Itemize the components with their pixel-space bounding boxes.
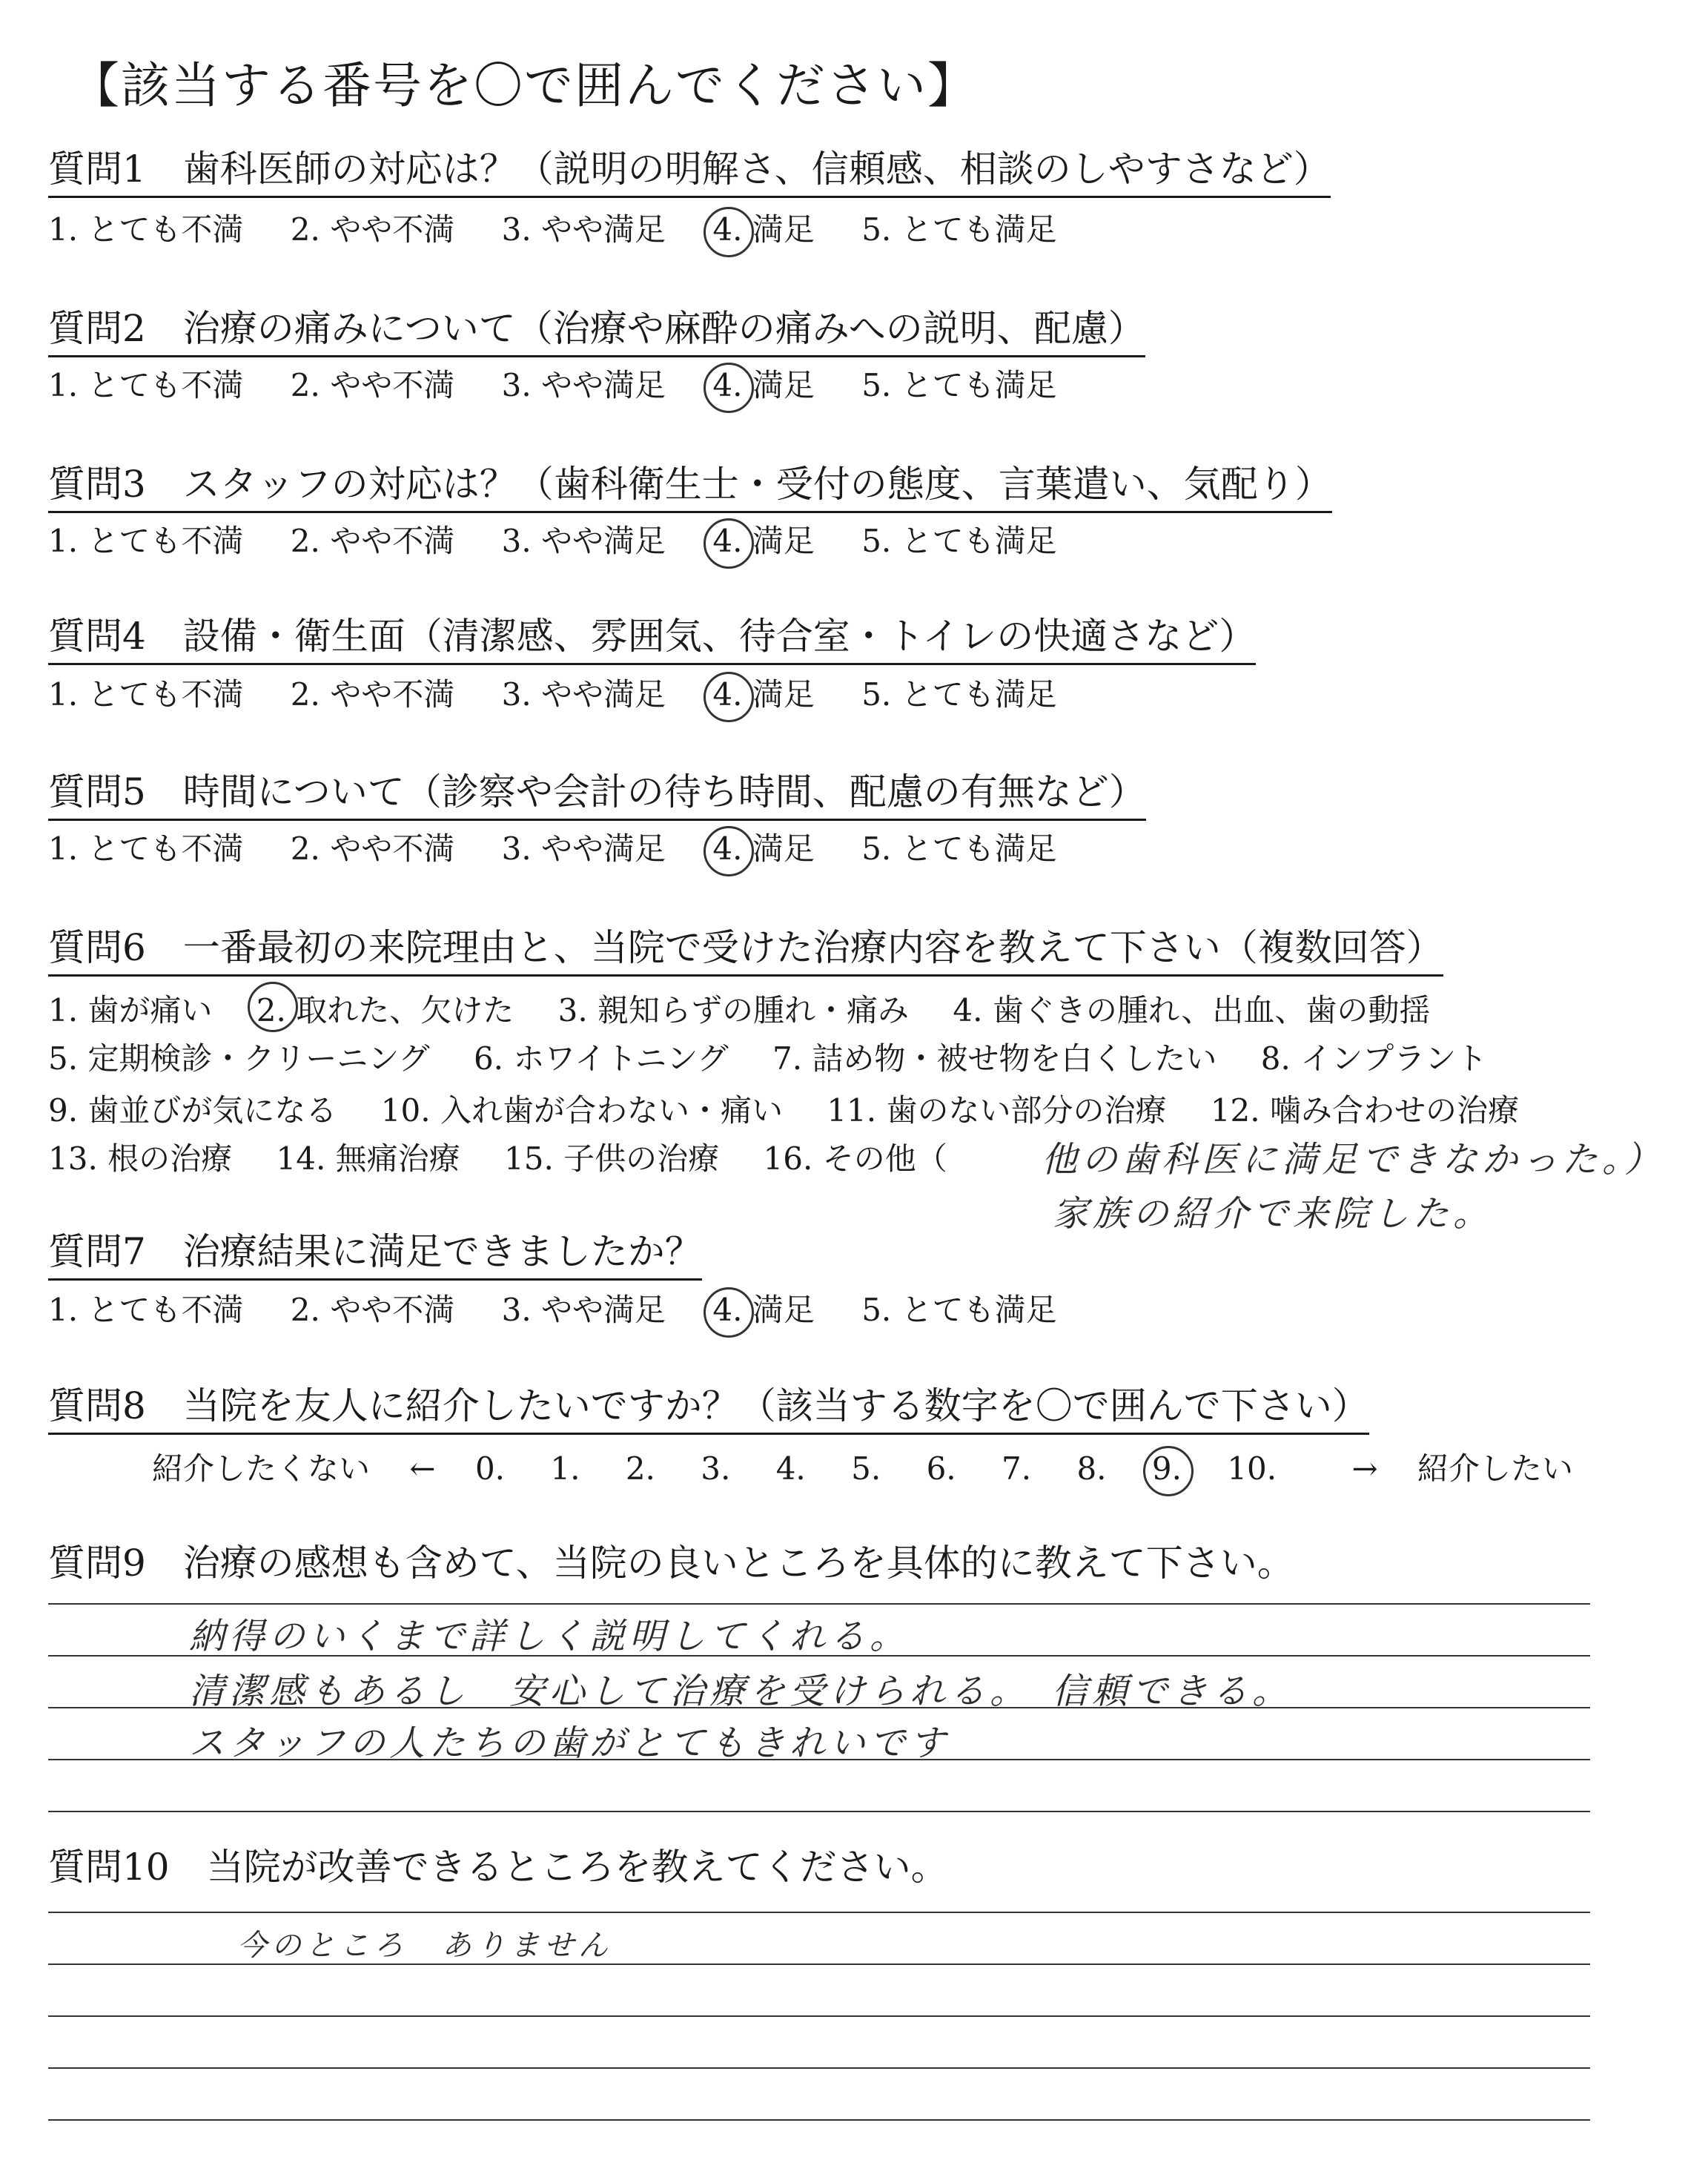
q6-option-2-selected[interactable]: 2. 取れた、欠けた: [256, 986, 514, 1031]
q6-option-14[interactable]: 14. 無痛治療: [276, 1140, 460, 1177]
q2-option-4-selected[interactable]: 4. 満足: [712, 367, 815, 403]
q8-recommend-scale: [152, 1444, 1573, 1489]
q6-option-13[interactable]: 13. 根の治療: [48, 1140, 233, 1177]
q6-row-3: [48, 1086, 1553, 1131]
q8-score-6[interactable]: 6.: [926, 1450, 956, 1487]
question-2-title: 質問2 治療の痛みについて（治療や麻酔の痛みへの説明、配慮）: [48, 308, 1145, 357]
q8-score-8[interactable]: 8.: [1076, 1450, 1107, 1487]
question-8-title: 質問8 当院を友人に紹介したいですか？（該当する数字を〇で囲んで下さい）: [48, 1385, 1369, 1435]
q2-option-5[interactable]: 5. とても満足: [861, 367, 1057, 403]
question-3-options: [48, 523, 1057, 560]
q9-answer-line-1: 納得のいくまで詳しく説明してくれる。: [189, 1616, 910, 1657]
q7-option-4-selected[interactable]: 4. 満足: [712, 1292, 815, 1328]
q4-option-5[interactable]: 5. とても満足: [861, 676, 1057, 713]
q8-score-7[interactable]: 7.: [1002, 1450, 1032, 1487]
q8-score-1[interactable]: 1.: [550, 1450, 580, 1487]
q4-option-1[interactable]: 1. とても不満: [48, 676, 244, 713]
q6-option-16[interactable]: 16. その他（: [763, 1140, 947, 1177]
q8-score-5[interactable]: 5.: [851, 1450, 881, 1487]
q4-option-2[interactable]: 2. やや不満: [290, 676, 455, 713]
q8-score-2[interactable]: 2.: [625, 1450, 655, 1487]
q1-option-2[interactable]: 2. やや不満: [290, 211, 455, 248]
q6-option-7[interactable]: 7. 詰め物・被せ物を白くしたい: [772, 1040, 1217, 1077]
question-1-title: 質問1 歯科医師の対応は？（説明の明解さ、信頼感、相談のしやすさなど）: [48, 148, 1331, 198]
q6-option-12[interactable]: 12. 噛み合わせの治療: [1210, 1092, 1519, 1129]
q6-other-handwritten-1: 他の歯科医に満足できなかった。）: [1042, 1139, 1665, 1180]
q2-option-2[interactable]: 2. やや不満: [290, 367, 455, 403]
q4-option-4-selected[interactable]: 4. 満足: [712, 676, 815, 713]
q10-ruled-line: [48, 2067, 1590, 2069]
question-9-title: 質問9 治療の感想も含めて、当院の良いところを具体的に教えて下さい。: [48, 1542, 1294, 1585]
q6-option-6[interactable]: 6. ホワイトニング: [473, 1040, 729, 1077]
q6-option-5[interactable]: 5. 定期検診・クリーニング: [48, 1040, 430, 1077]
q8-score-3[interactable]: 3.: [701, 1450, 731, 1487]
q8-score-9-selected[interactable]: 9.: [1151, 1450, 1182, 1487]
q7-option-2[interactable]: 2. やや不満: [290, 1292, 455, 1328]
q3-option-5[interactable]: 5. とても満足: [861, 523, 1057, 559]
q6-option-4[interactable]: 4. 歯ぐきの腫れ、出血、歯の動揺: [953, 992, 1431, 1028]
question-7-title: 質問7 治療結果に満足できましたか？: [48, 1231, 702, 1281]
q1-option-5[interactable]: 5. とても満足: [861, 211, 1057, 248]
q10-ruled-line: [48, 2015, 1590, 2017]
question-4-title: 質問4 設備・衛生面（清潔感、雰囲気、待合室・トイレの快適さなど）: [48, 615, 1256, 665]
q6-row-1: [48, 986, 1464, 1031]
question-6-title: 質問6 一番最初の来院理由と、当院で受けた治療内容を教えて下さい（複数回答）: [48, 927, 1443, 977]
right-arrow-icon: →: [1351, 1450, 1378, 1487]
q8-score-0[interactable]: 0.: [474, 1450, 506, 1487]
q6-option-9[interactable]: 9. 歯並びが気になる: [48, 1092, 337, 1129]
q5-option-1[interactable]: 1. とても不満: [48, 830, 244, 867]
q6-option-3[interactable]: 3. 親知らずの腫れ・痛み: [557, 992, 910, 1028]
q6-option-10[interactable]: 10. 入れ歯が合わない・痛い: [380, 1092, 783, 1129]
q6-row-4: [48, 1135, 982, 1179]
q7-option-5[interactable]: 5. とても満足: [861, 1292, 1057, 1328]
q2-option-3[interactable]: 3. やや満足: [501, 367, 666, 403]
q9-answer-line-3: スタッフの人たちの歯がとてもきれいです: [189, 1723, 950, 1764]
q3-option-3[interactable]: 3. やや満足: [501, 523, 666, 559]
q3-option-2[interactable]: 2. やや不満: [290, 523, 455, 559]
q8-score-4[interactable]: 4.: [775, 1450, 806, 1487]
q7-option-3[interactable]: 3. やや満足: [501, 1292, 666, 1328]
question-3-title: 質問3 スタッフの対応は？（歯科衛生士・受付の態度、言葉遣い、気配り）: [48, 463, 1332, 513]
q1-option-3[interactable]: 3. やや満足: [501, 211, 666, 248]
question-10-title: 質問10 当院が改善できるところを教えてください。: [48, 1846, 948, 1889]
q5-option-5[interactable]: 5. とても満足: [861, 830, 1057, 867]
q6-option-1[interactable]: 1. 歯が痛い: [48, 992, 213, 1028]
q6-option-15[interactable]: 15. 子供の治療: [504, 1140, 720, 1177]
q8-score-10[interactable]: 10.: [1227, 1450, 1277, 1487]
q5-option-3[interactable]: 3. やや満足: [501, 830, 666, 867]
q4-option-3[interactable]: 3. やや満足: [501, 676, 666, 713]
page-header: 【該当する番号を〇で囲んでください】: [70, 57, 978, 114]
q5-option-2[interactable]: 2. やや不満: [290, 830, 455, 867]
question-5-title: 質問5 時間について（診察や会計の待ち時間、配慮の有無など）: [48, 771, 1146, 821]
q9-ruled-line: [48, 1811, 1590, 1812]
q1-option-1[interactable]: 1. とても不満: [48, 211, 244, 248]
question-2-options: [48, 367, 1057, 404]
question-4-options: [48, 676, 1057, 713]
q9-answer-line-2: 清潔感もあるし 安心して治療を受けられる。 信頼できる。: [189, 1671, 1293, 1712]
q6-other-handwritten-2: 家族の紹介で来院した。: [1053, 1193, 1494, 1235]
question-1-options: [48, 211, 1057, 248]
q9-ruled-line: [48, 1603, 1590, 1605]
question-5-options: [48, 830, 1057, 868]
q6-option-11[interactable]: 11. 歯のない部分の治療: [827, 1092, 1167, 1129]
q6-option-8[interactable]: 8. インプラント: [1260, 1040, 1488, 1077]
question-7-options: [48, 1292, 1057, 1329]
q6-row-2: [48, 1034, 1521, 1079]
q8-left-label: 紹介したくない: [152, 1450, 371, 1487]
q3-option-1[interactable]: 1. とても不満: [48, 523, 244, 559]
left-arrow-icon: ←: [409, 1450, 436, 1487]
q10-answer: 今のところ ありません: [237, 1929, 612, 1963]
q8-right-label: 紹介したい: [1417, 1450, 1574, 1487]
q10-ruled-line: [48, 2119, 1590, 2121]
q3-option-4-selected[interactable]: 4. 満足: [712, 523, 815, 559]
q2-option-1[interactable]: 1. とても不満: [48, 367, 244, 403]
q7-option-1[interactable]: 1. とても不満: [48, 1292, 244, 1328]
q5-option-4-selected[interactable]: 4. 満足: [712, 830, 815, 867]
q1-option-4-selected[interactable]: 4. 満足: [712, 211, 815, 248]
q10-ruled-line: [48, 1912, 1590, 1913]
